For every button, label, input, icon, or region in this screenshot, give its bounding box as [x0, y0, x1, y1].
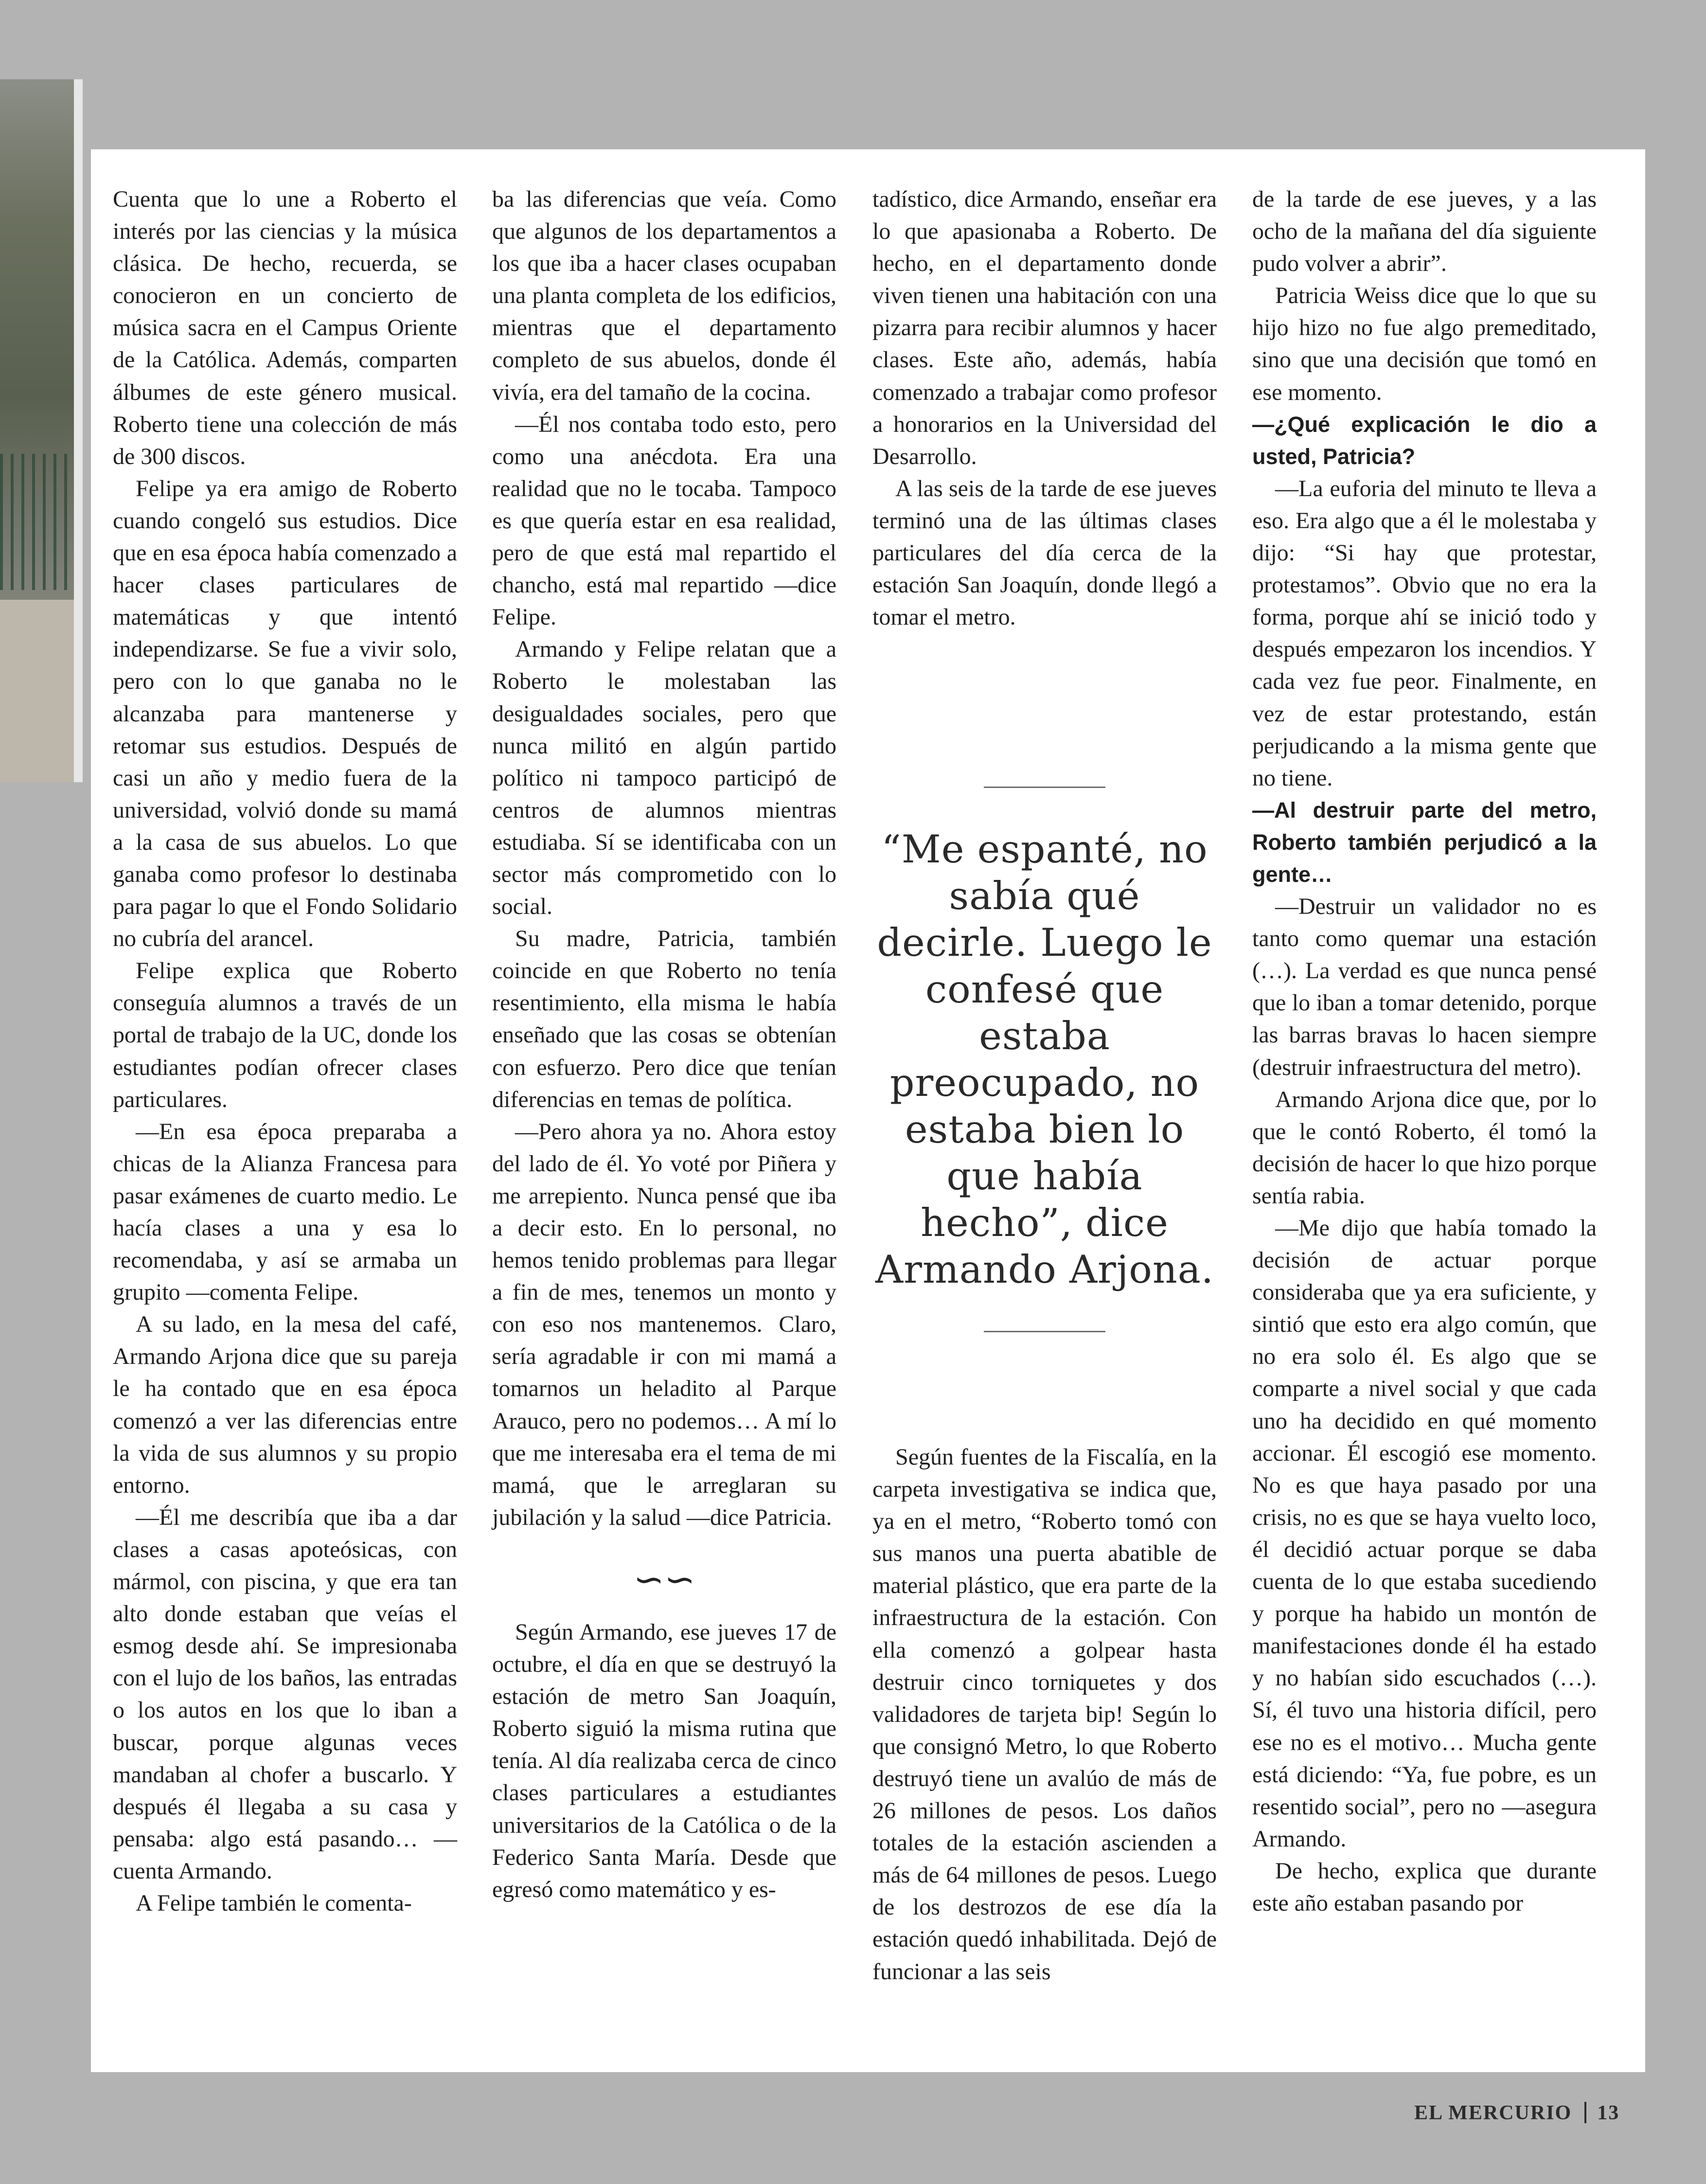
pull-quote-rule-bottom [984, 1331, 1105, 1332]
paragraph: Según fuentes de la Fiscalía, en la carpeta investigativa se indica que, ya en el metro, “Roberto tomó con sus manos una puerta abatible de material plástico, que era parte de la infraestructura de la estación. Con ella comenzó a golpear hasta destruir cinco torniquetes y dos validadores de tarjeta bip! Según lo que consignó Metro, lo que Roberto destruyó tiene un avalúo de más de 26 millones de pesos. Los daños totales de la estación ascienden a más de 64 millones de pesos. Luego de los destrozos de ese día la estación quedó inhabilitada. Dejó de funcionar a las seis [872, 1444, 1217, 1985]
paragraph: tadístico, dice Armando, enseñar era lo que apasionaba a Roberto. De hecho, en el departamento donde viven tienen una habitación con una pizarra para recibir alumnos y hacer clases. Este año, además, había comenzado a trabajar como profesor a honorarios en la Universidad del Desarrollo. [872, 186, 1217, 469]
page-number: 13 [1597, 2102, 1620, 2124]
photo-fence [0, 454, 74, 590]
pull-quote-rule-top [984, 787, 1105, 788]
article-page [91, 149, 1645, 2072]
paragraph: —La euforia del minuto te lleva a eso. Era algo que a él le molestaba y dijo: “Si hay que protestar, protestamos”. Obvio que no era la forma, porque ahí se inició todo y después empezaron los incendios. Y cada vez fue peor. Finalmente, en vez de estar protestando, están perjudicando a la misma gente que no tiene. [1252, 475, 1597, 791]
publication-name: EL MERCURIO [1414, 2102, 1572, 2124]
column-4 [1252, 183, 1597, 1919]
paragraph: de la tarde de ese jueves, y a las ocho de la mañana del día siguiente pudo volver a abrir”. [1252, 186, 1597, 277]
column-3 [872, 183, 1217, 633]
paragraph: Según Armando, ese jueves 17 de octubre, el día en que se destruyó la estación de metro San Joaquín, Roberto siguió la misma rutina que tenía. Al día realizaba cerca de cinco clases particulares a estudiantes universitarios de la Católica o de la Federico Santa María. Desde que egresó como matemático y es- [492, 1619, 836, 1902]
paragraph: De hecho, explica que durante este año estaban pasando por [1252, 1858, 1597, 1916]
photo-wall [0, 600, 74, 782]
photo-border [74, 79, 83, 782]
pull-quote-text: “Me espanté, no sabía qué decirle. Luego le confesé que estaba preocupado, no estaba bien lo que había hecho”, dice Armando Arjona. [875, 827, 1214, 1292]
paragraph: —Me dijo que había tomado la decisión de actuar porque consideraba que ya era suficiente, y sintió que esto era algo común, que no era solo él. Es algo que se comparte a nivel social y que cada uno ha decidido en qué momento accionar. Él escogió ese momento. No es que haya pasado por una crisis, no es que se haya vuelto loco, él decidió actuar porque se daba cuenta de lo que estaba sucediendo y porque ha habido un montón de manifestaciones donde él ha estado y no habían sido escuchados (…). Sí, él tuvo una historia difícil, pero ese no es el motivo… Mucha gente está diciendo: “Ya, fue pobre, es un resentido social”, pero no —asegura Armando. [1252, 1215, 1597, 1852]
page-footer [1414, 2101, 1619, 2125]
paragraph: —En esa época preparaba a chicas de la Alianza Francesa para pasar exámenes de cuarto medio. Le hacía clases a una y esa lo recomendaba, y así se armaba un grupito —comenta Felipe. [113, 1118, 457, 1306]
paragraph: Armando y Felipe relatan que a Roberto le molestaban las desigualdades sociales, pero que nunca militó en algún partido político ni tampoco participó de centros de alumnos mientras estudiaba. Sí se identificaba con un sector más comprometido con lo social. [492, 636, 836, 920]
interview-question: —¿Qué explicación le dio a usted, Patricia? [1252, 412, 1597, 469]
column-1 [113, 183, 457, 1919]
paragraph: Armando Arjona dice que, por lo que le contó Roberto, él tomó la decisión de hacer lo que hizo porque sentía rabia. [1252, 1086, 1597, 1209]
paragraph: ba las diferencias que veía. Como que algunos de los departamentos a los que iba a hacer clases ocupaban una planta completa de los edificios, mientras que el departamento completo de sus abuelos, donde él vivía, era del tamaño de la cocina. [492, 186, 836, 405]
street-photo [0, 79, 83, 782]
paragraph: A las seis de la tarde de ese jueves terminó una de las últimas clases particulares del día cerca de la estación San Joaquín, donde llegó a tomar el metro. [872, 475, 1217, 630]
footer-divider [1584, 2102, 1586, 2123]
pull-quote [872, 787, 1217, 1332]
interview-question: —Al destruir parte del metro, Roberto también perjudicó a la gente… [1252, 797, 1597, 887]
paragraph: Felipe explica que Roberto conseguía alumnos a través de un portal de trabajo de la UC, donde los estudiantes podían ofrecer clases particulares. [113, 958, 457, 1112]
paragraph: Felipe ya era amigo de Roberto cuando congeló sus estudios. Dice que en esa época había comenzado a hacer clases particulares de matemáticas y que intentó independizarse. Se fue a vivir solo, pero con lo que ganaba no le alcanzaba para mantenerse y retomar sus estudios. Después de casi un año y medio fuera de la universidad, volvió donde su mamá a la casa de sus abuelos. Lo que ganaba como profesor lo destinaba para pagar lo que el Fondo Solidario no cubría del arancel. [113, 475, 457, 952]
paragraph: Cuenta que lo une a Roberto el interés por las ciencias y la música clásica. De hecho, recuerda, se conocieron en un concierto de música sacra en el Campus Oriente de la Católica. Además, comparten álbumes de este género musical. Roberto tiene una colección de más de 300 discos. [113, 186, 457, 469]
paragraph: A Felipe también le comenta- [136, 1890, 412, 1916]
paragraph: —Él me describía que iba a dar clases a casas apoteósicas, con mármol, con piscina, y que era tan alto donde estaban que veías el esmog desde ahí. Se impresionaba con el lujo de los baños, las entradas o los autos en los que lo iban a buscar, porque algunas veces mandaban al chofer a buscarlo. Y después él llegaba a su casa y pensaba: algo está pasando… —cuenta Armando. [113, 1504, 457, 1884]
paragraph: —Pero ahora ya no. Ahora estoy del lado de él. Yo voté por Piñera y me arrepiento. Nunca pensé que iba a decir esto. En lo personal, no hemos tenido problemas para llegar a fin de mes, tenemos un monto y con eso nos mantenemos. Claro, sería agradable ir con mi mamá a tomarnos un heladito al Parque Arauco, pero no podemos… A mí lo que me interesaba era el tema de mi mamá, que le arreglaran su jubilación y la salud —dice Patricia. [492, 1118, 836, 1530]
paragraph: A su lado, en la mesa del café, Armando Arjona dice que su pareja le ha contado que en esa época comenzó a ver las diferencias entre la vida de sus alumnos y su propio entorno. [113, 1311, 457, 1498]
column-2 [492, 183, 836, 1906]
section-ornament: ∽∽ [633, 1559, 695, 1600]
column-3-continued [872, 1441, 1217, 1988]
paragraph: Patricia Weiss dice que lo que su hijo hizo no fue algo premeditado, sino que una decisión que tomó en ese momento. [1252, 283, 1597, 405]
paragraph: —Él nos contaba todo esto, pero como una anécdota. Era una realidad que no le tocaba. Tampoco es que quería estar en esa realidad, pero de que está mal repartido el chancho, está mal repartido —dice Felipe. [492, 411, 836, 630]
paragraph: Su madre, Patricia, también coincide en que Roberto no tenía resentimiento, ella misma le había enseñado que las cosas se obtenían con esfuerzo. Pero dice que tenían diferencias en temas de política. [492, 926, 836, 1112]
paragraph: —Destruir un validador no es tanto como quemar una estación (…). La verdad es que nunca pensé que lo iban a tomar detenido, porque las barras bravas lo hacen siempre (destruir infraestructura del metro). [1252, 894, 1597, 1080]
